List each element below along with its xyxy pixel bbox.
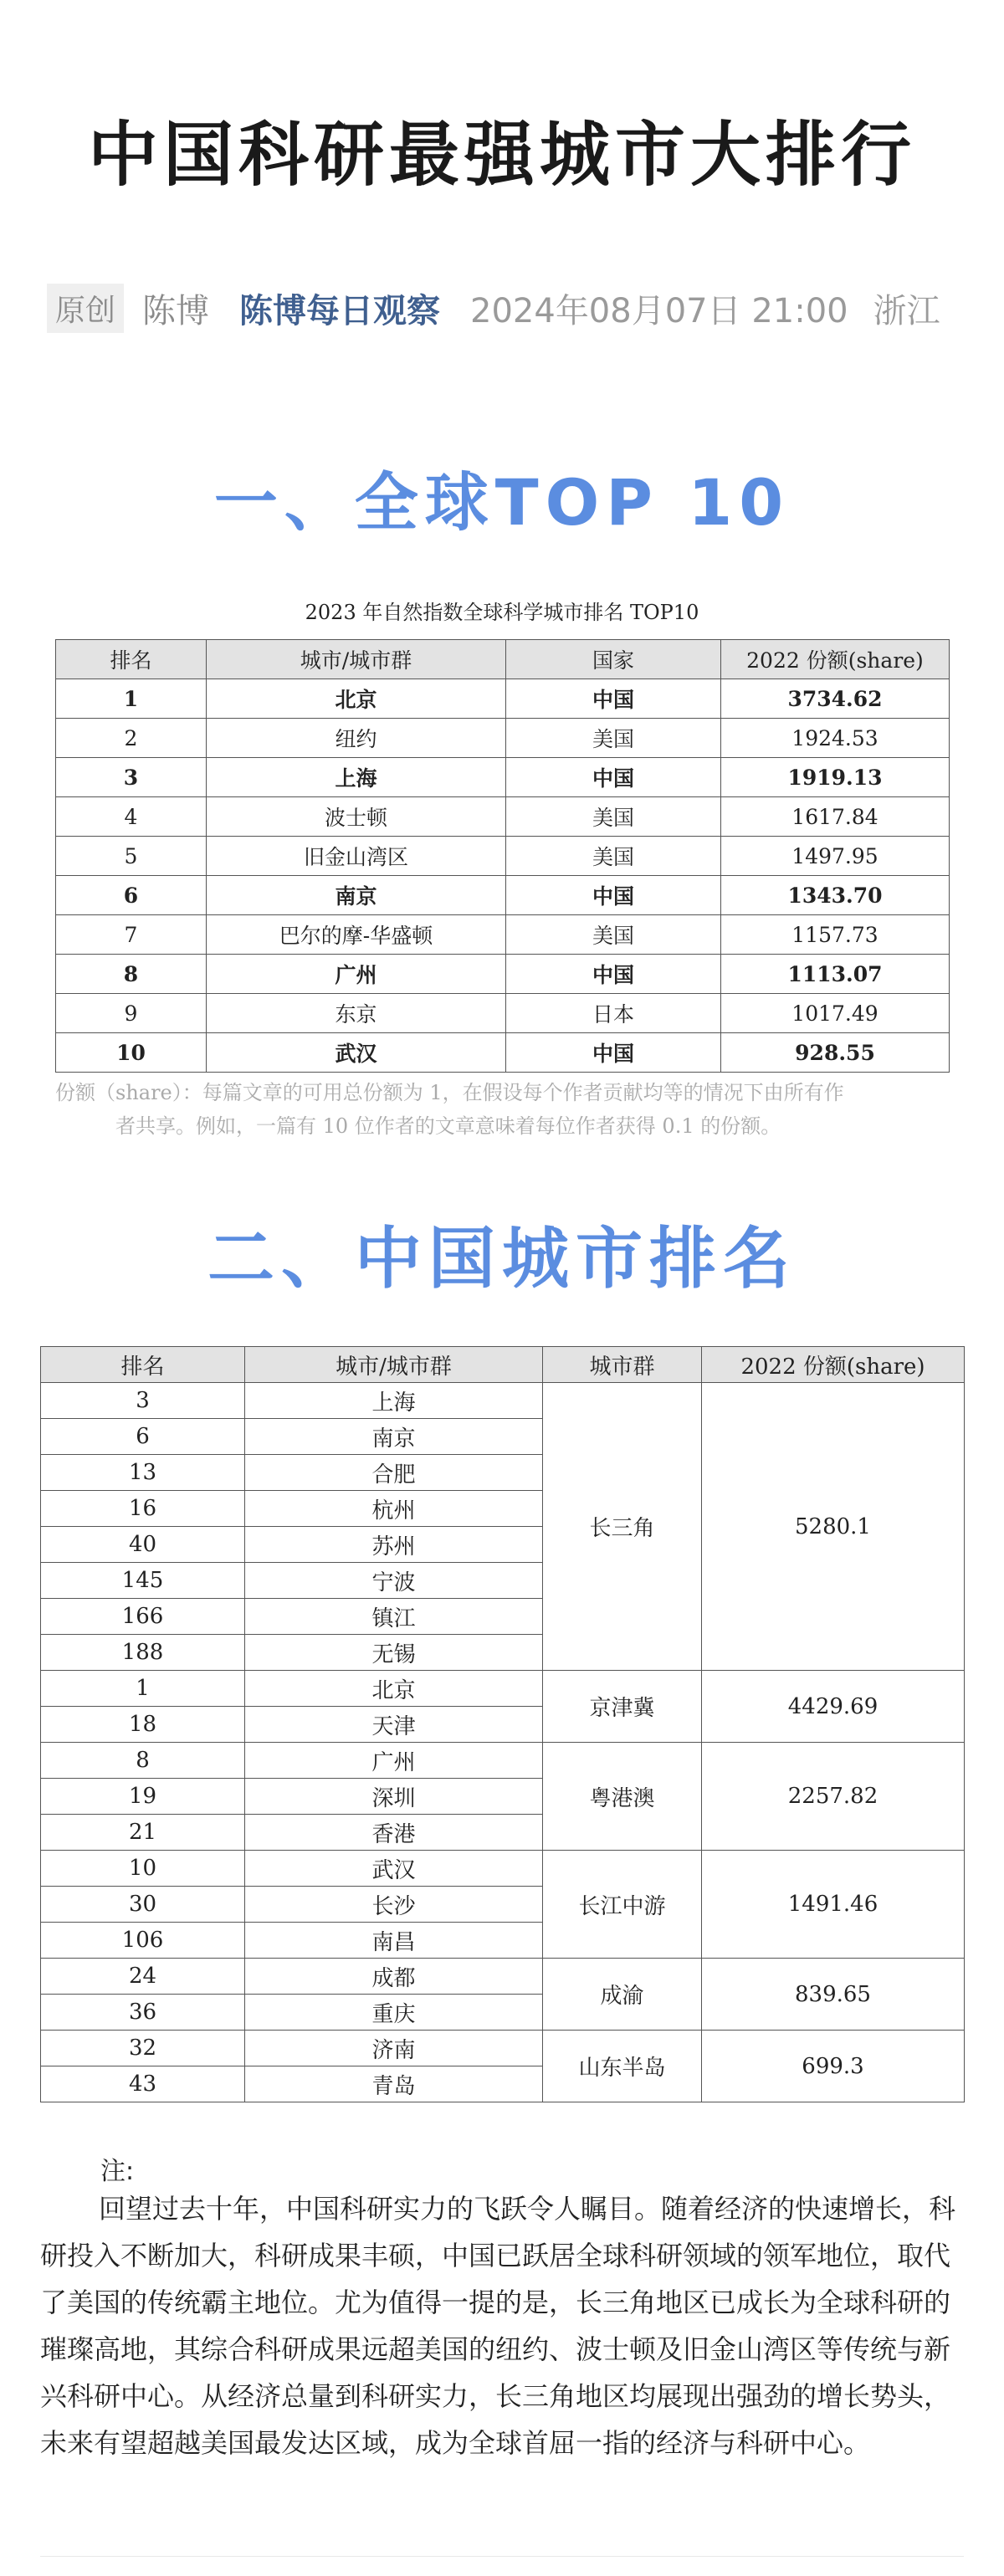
city-cell: 武汉 (245, 1851, 543, 1887)
share-cell: 3734.62 (721, 679, 950, 719)
rank-cell: 8 (56, 955, 207, 994)
rank-cell: 166 (41, 1599, 245, 1635)
country-cell: 美国 (506, 797, 721, 837)
country-cell: 美国 (506, 837, 721, 876)
table-row (56, 679, 950, 719)
rank-cell: 36 (41, 1995, 245, 2031)
cluster-cell: 粤港澳 (543, 1743, 702, 1851)
rank-cell: 4 (56, 797, 207, 837)
column-header: 排名 (41, 1347, 245, 1383)
table-row (41, 1671, 965, 1707)
city-cell: 南京 (207, 876, 506, 915)
country-cell: 中国 (506, 876, 721, 915)
table-row (41, 1383, 965, 1419)
rank-cell: 7 (56, 915, 207, 955)
author-name: 陈博 (142, 291, 210, 330)
divider (40, 2556, 964, 2557)
account-link[interactable]: 陈博每日观察 (239, 291, 441, 330)
rank-cell: 10 (56, 1033, 207, 1073)
cluster-cell: 山东半岛 (543, 2031, 702, 2102)
rank-cell: 19 (41, 1779, 245, 1815)
city-cell: 苏州 (245, 1527, 543, 1563)
city-cell: 杭州 (245, 1491, 543, 1527)
rank-cell: 8 (41, 1743, 245, 1779)
share-cell: 928.55 (721, 1033, 950, 1073)
share-cell: 1919.13 (721, 758, 950, 797)
city-cell: 成都 (245, 1959, 543, 1995)
table-row (56, 1033, 950, 1073)
column-header: 2022 份额(share) (702, 1347, 965, 1383)
share-cell: 1497.95 (721, 837, 950, 876)
country-cell: 中国 (506, 758, 721, 797)
city-cell: 波士顿 (207, 797, 506, 837)
country-cell: 中国 (506, 679, 721, 719)
city-cell: 无锡 (245, 1635, 543, 1671)
table-row (56, 994, 950, 1033)
article-title: 中国科研最强城市大排行 (87, 114, 916, 196)
city-cell: 镇江 (245, 1599, 543, 1635)
table-row (41, 1743, 965, 1779)
rank-cell: 10 (41, 1851, 245, 1887)
table-caption: 2023 年自然指数全球科学城市排名 TOP10 (305, 601, 699, 624)
rank-cell: 1 (41, 1671, 245, 1707)
share-cell: 699.3 (702, 2031, 965, 2102)
city-cell: 旧金山湾区 (207, 837, 506, 876)
city-cell: 宁波 (245, 1563, 543, 1599)
table-row (41, 1959, 965, 1995)
china-ranking-table (40, 1346, 965, 2102)
rank-cell: 9 (56, 994, 207, 1033)
column-header: 城市群 (543, 1347, 702, 1383)
publish-location: 浙江 (873, 291, 940, 330)
share-cell: 4429.69 (702, 1671, 965, 1743)
table-row (41, 1851, 965, 1887)
rank-cell: 21 (41, 1815, 245, 1851)
share-cell: 2257.82 (702, 1743, 965, 1851)
share-footnote (55, 1076, 959, 1143)
section-heading-china-ranking: 二、中国城市排名 (207, 1220, 797, 1298)
table-row (56, 758, 950, 797)
rank-cell: 40 (41, 1527, 245, 1563)
rank-cell: 3 (41, 1383, 245, 1419)
city-cell: 天津 (245, 1707, 543, 1743)
share-cell: 1617.84 (721, 797, 950, 837)
column-header: 2022 份额(share) (721, 640, 950, 679)
rank-cell: 43 (41, 2066, 245, 2102)
publish-datetime: 2024年08月07日 21:00 (470, 291, 848, 330)
city-cell: 北京 (207, 679, 506, 719)
rank-cell: 145 (41, 1563, 245, 1599)
city-cell: 东京 (207, 994, 506, 1033)
country-cell: 中国 (506, 1033, 721, 1073)
table-row (56, 876, 950, 915)
country-cell: 日本 (506, 994, 721, 1033)
note-paragraph: 回望过去十年，中国科研实力的飞跃令人瞩目。随着经济的快速增长，科研投入不断加大，科研成果丰硕，中国已跃居全球科研领域的领军地位，取代了美国的传统霸主地位。尤为值得一提的是，长三角地区已成长为全球科研的璀璨高地，其综合科研成果远超美国的纽约、波士顿及旧金山湾区等传统与新兴科研中心。从经济总量到科研实力，长三角地区均展现出强劲的增长势头，未来有望超越美国最发达区域，成为全球首屈一指的经济与科研中心。 (40, 2193, 956, 2459)
table-row (56, 797, 950, 837)
column-header: 城市/城市群 (207, 640, 506, 679)
rank-cell: 30 (41, 1887, 245, 1923)
rank-cell: 6 (56, 876, 207, 915)
city-cell: 巴尔的摩-华盛顿 (207, 915, 506, 955)
column-header: 国家 (506, 640, 721, 679)
share-cell: 1491.46 (702, 1851, 965, 1959)
original-badge: 原创 (47, 284, 124, 333)
table-row (56, 915, 950, 955)
country-cell: 中国 (506, 955, 721, 994)
share-cell: 839.65 (702, 1959, 965, 2031)
city-cell: 广州 (207, 955, 506, 994)
rank-cell: 188 (41, 1635, 245, 1671)
cluster-cell: 长三角 (543, 1383, 702, 1671)
share-cell: 1157.73 (721, 915, 950, 955)
city-cell: 香港 (245, 1815, 543, 1851)
rank-cell: 5 (56, 837, 207, 876)
rank-cell: 18 (41, 1707, 245, 1743)
city-cell: 重庆 (245, 1995, 543, 2031)
table-header-row (41, 1347, 965, 1383)
city-cell: 北京 (245, 1671, 543, 1707)
city-cell: 武汉 (207, 1033, 506, 1073)
rank-cell: 24 (41, 1959, 245, 1995)
share-cell: 1113.07 (721, 955, 950, 994)
article-meta (47, 284, 940, 331)
rank-cell: 106 (41, 1923, 245, 1959)
city-cell: 南昌 (245, 1923, 543, 1959)
section-heading-global-top10: 一、全球TOP 10 (213, 465, 791, 540)
rank-cell: 2 (56, 719, 207, 758)
table-row (56, 719, 950, 758)
table-header-row (56, 640, 950, 679)
note-label: 注: (100, 2157, 135, 2186)
share-cell: 1017.49 (721, 994, 950, 1033)
rank-cell: 6 (41, 1419, 245, 1455)
share-cell: 1924.53 (721, 719, 950, 758)
table-row (56, 837, 950, 876)
global-ranking-table (55, 639, 950, 1073)
column-header: 城市/城市群 (245, 1347, 543, 1383)
footnote-line: 份额（share）：每篇文章的可用总份额为 1，在假设每个作者贡献均等的情况下由所有作 (55, 1081, 844, 1104)
rank-cell: 32 (41, 2031, 245, 2066)
share-cell: 1343.70 (721, 876, 950, 915)
city-cell: 合肥 (245, 1455, 543, 1491)
city-cell: 济南 (245, 2031, 543, 2066)
table-row (41, 2031, 965, 2066)
table-row (56, 955, 950, 994)
footnote-line: 者共享。例如，一篇有 10 位作者的文章意味着每位作者获得 0.1 的份额。 (115, 1114, 781, 1138)
cluster-cell: 成渝 (543, 1959, 702, 2031)
cluster-cell: 京津冀 (543, 1671, 702, 1743)
city-cell: 上海 (207, 758, 506, 797)
city-cell: 青岛 (245, 2066, 543, 2102)
rank-cell: 1 (56, 679, 207, 719)
column-header: 排名 (56, 640, 207, 679)
country-cell: 美国 (506, 719, 721, 758)
city-cell: 长沙 (245, 1887, 543, 1923)
city-cell: 广州 (245, 1743, 543, 1779)
city-cell: 上海 (245, 1383, 543, 1419)
rank-cell: 16 (41, 1491, 245, 1527)
city-cell: 深圳 (245, 1779, 543, 1815)
city-cell: 纽约 (207, 719, 506, 758)
country-cell: 美国 (506, 915, 721, 955)
rank-cell: 13 (41, 1455, 245, 1491)
share-cell: 5280.1 (702, 1383, 965, 1671)
cluster-cell: 长江中游 (543, 1851, 702, 1959)
rank-cell: 3 (56, 758, 207, 797)
city-cell: 南京 (245, 1419, 543, 1455)
